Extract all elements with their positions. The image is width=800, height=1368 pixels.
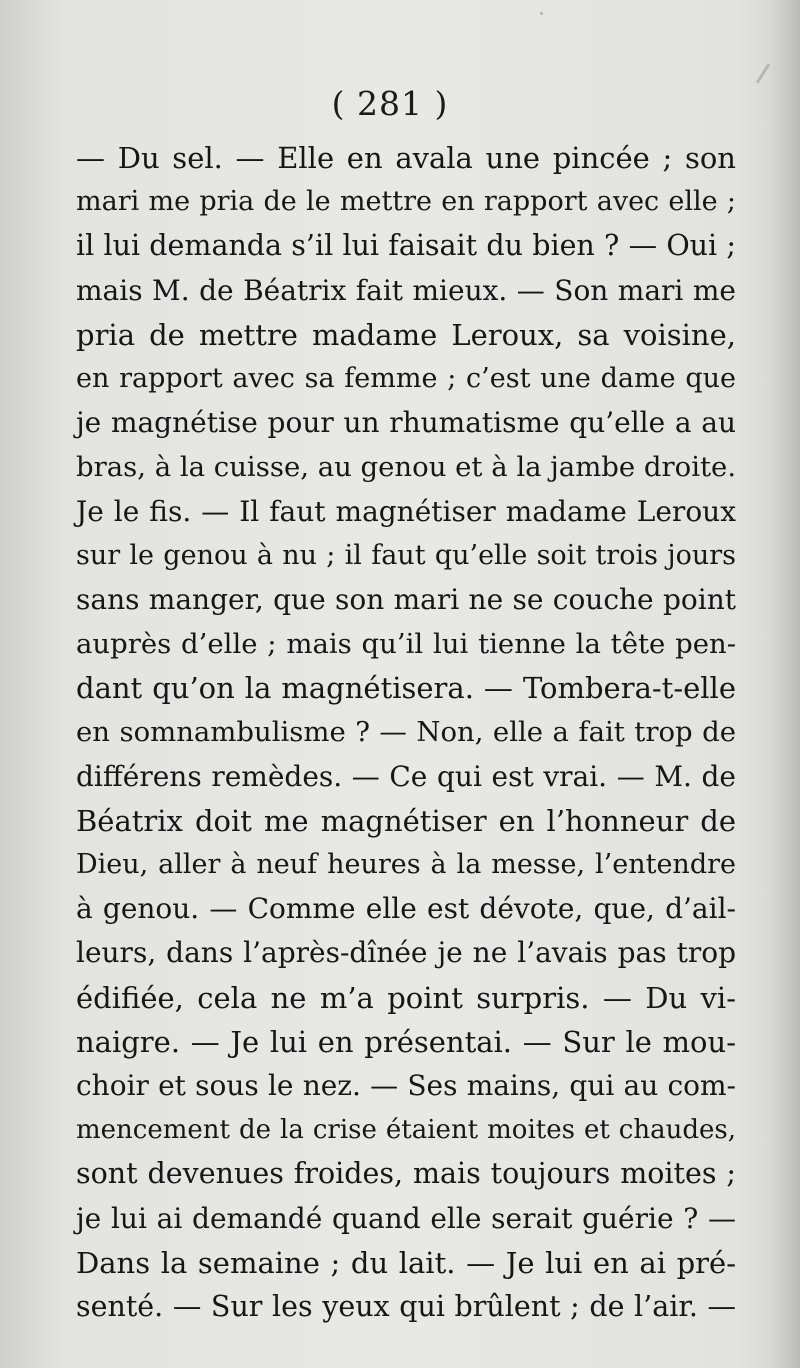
text-line: édifiée, cela ne m’a point surpris. — Du vi- [76,980,736,1015]
text-line: pria de mettre madame Leroux, sa voisine, [76,317,736,352]
text-line: naigre. — Je lui en présentai. — Sur le mou- [76,1024,736,1059]
text-line: je lui ai demandé quand elle serait guérie ? — [76,1201,736,1235]
text-line: à genou. — Comme elle est dévote, que, d’ail- [76,892,736,926]
text-line: il lui demanda s’il lui faisait du bien ? — Oui ; [76,229,736,263]
body-text [76,136,736,1329]
text-line: — Du sel. — Elle en avala une pincée ; son [76,141,736,175]
text-line: auprès d’elle ; mais qu’il lui tienne la tête pen- [76,628,736,661]
text-line: leurs, dans l’après-dînée je ne l’avais pas trop [76,936,736,970]
text-line: mari me pria de le mettre en rapport avec elle ; [76,186,736,218]
text-line: Béatrix doit me magnétiser en l’honneur de [76,803,736,838]
paper-speck [540,12,543,15]
text-line: mencement de la crise étaient moites et chaudes, [76,1115,736,1146]
text-line: en rapport avec sa femme ; c’est une dame que [76,362,736,394]
text-line: Dans la semaine ; du lait. — Je lui en ai pré- [76,1245,736,1280]
text-line: Je le fis. — Il faut magnétiser madame Leroux [76,494,736,528]
text-line: je magnétise pour un rhumatisme qu’elle a au [76,406,736,440]
text-line: dant qu’on la magnétisera. — Tombera-t-elle [76,671,736,706]
page-edge-shadow [766,0,800,1368]
text-line: senté. — Sur les yeux qui brûlent ; de l’air. — [76,1289,736,1323]
text-line: différens remèdes. — Ce qui est vrai. — M. de [76,759,736,793]
text-line: bras, à la cuisse, au genou et à la jambe droite. [76,451,737,484]
text-line: sur le genou à nu ; il faut qu’elle soit trois jours [76,539,736,571]
text-line: sans manger, que son mari ne se couche point [76,582,736,616]
text-line: choir et sous le nez. — Ses mains, qui au com- [76,1068,736,1102]
text-line: en somnambulisme ? — Non, elle a fait trop de [76,716,736,749]
text-line: Dieu, aller à neuf heures à la messe, l’entendre [76,849,736,880]
text-line: mais M. de Béatrix fait mieux. — Son mari me [76,273,736,307]
text-line: sont devenues froides, mais toujours moites ; [76,1157,736,1191]
page-number: ( 281 ) [331,84,449,123]
